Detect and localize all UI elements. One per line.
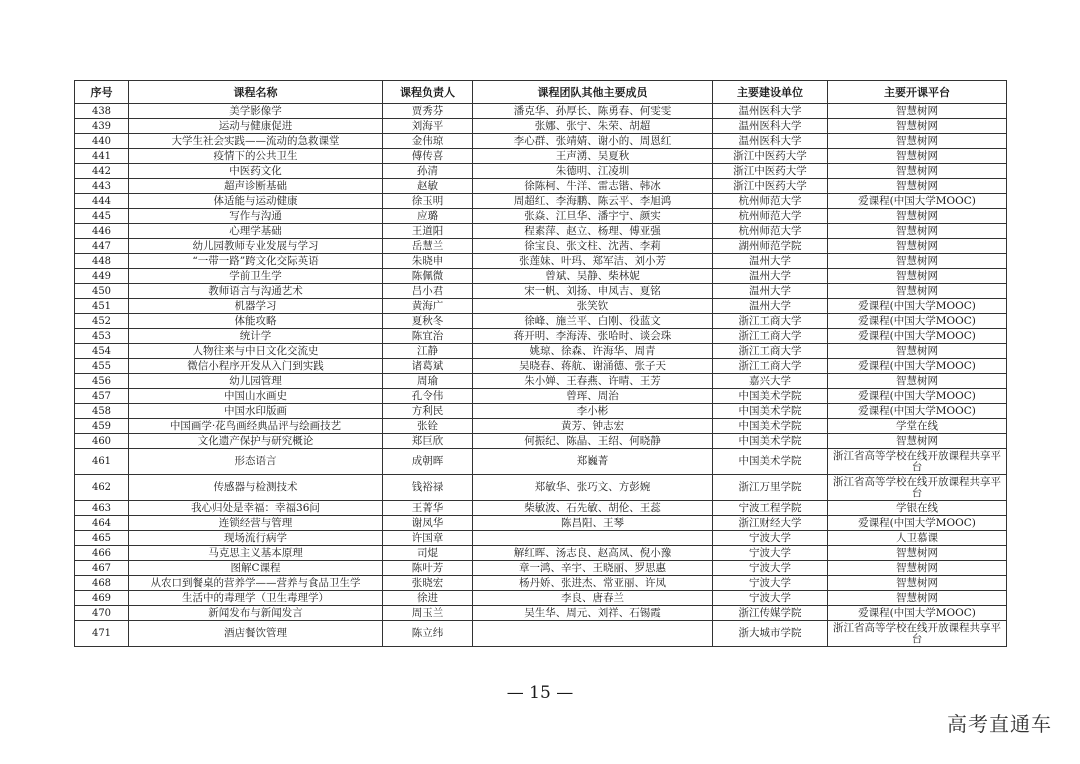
col-institution-cell: 宁波大学 (713, 561, 828, 576)
col-institution-cell: 中国美术学院 (713, 434, 828, 449)
col-team-members-cell: 张莲妹、叶玛、郑军洁、刘小芳 (473, 254, 713, 269)
header-col-institution: 主要建设单位 (713, 81, 828, 104)
col-course-name-cell: 形态语言 (129, 449, 383, 475)
table-row (75, 179, 1007, 194)
course-table (74, 80, 1007, 647)
table-row (75, 501, 1007, 516)
col-course-name-cell: 微信小程序开发从入门到实践 (129, 359, 383, 374)
table-row (75, 576, 1007, 591)
col-course-name-cell: 疫情下的公共卫生 (129, 149, 383, 164)
col-institution-cell: 温州大学 (713, 269, 828, 284)
col-course-name-cell: 中国画学·花鸟画经典品评与绘画技艺 (129, 419, 383, 434)
col-lead-cell: 孙清 (383, 164, 473, 179)
col-lead-cell: 吕小君 (383, 284, 473, 299)
col-team-members-cell: 李心群、张靖婧、谢小的、周恩红 (473, 134, 713, 149)
col-team-members-cell: 何振纪、陈晶、王绍、何晓静 (473, 434, 713, 449)
col-lead-cell: 夏秋冬 (383, 314, 473, 329)
col-platform-cell: 智慧树网 (828, 179, 1007, 194)
col-course-name-cell: 现场流行病学 (129, 531, 383, 546)
col-team-members-cell: 曾珲、周治 (473, 389, 713, 404)
col-platform-cell: 学银在线 (828, 501, 1007, 516)
col-team-members-cell: 吴生华、周元、刘祥、石锡霞 (473, 606, 713, 621)
col-platform-cell: 智慧树网 (828, 164, 1007, 179)
col-team-members-cell: 陈昌阳、王琴 (473, 516, 713, 531)
col-institution-cell: 中国美术学院 (713, 449, 828, 475)
col-platform-cell: 智慧树网 (828, 119, 1007, 134)
col-institution-cell: 宁波大学 (713, 546, 828, 561)
table-row (75, 359, 1007, 374)
table-row (75, 516, 1007, 531)
col-lead-cell: 诸葛斌 (383, 359, 473, 374)
table-row (75, 284, 1007, 299)
col-platform-cell: 爱课程(中国大学MOOC) (828, 389, 1007, 404)
col-institution-cell: 浙江中医药大学 (713, 179, 828, 194)
col-platform-cell: 智慧树网 (828, 239, 1007, 254)
col-institution-cell: 浙大城市学院 (713, 621, 828, 647)
col-lead-cell: 陈叶芳 (383, 561, 473, 576)
table-row (75, 531, 1007, 546)
col-platform-cell: 智慧树网 (828, 284, 1007, 299)
col-institution-cell: 浙江工商大学 (713, 344, 828, 359)
col-platform-cell: 智慧树网 (828, 546, 1007, 561)
col-lead-cell: 朱晓申 (383, 254, 473, 269)
col-course-name-cell: 连锁经营与管理 (129, 516, 383, 531)
col-institution-cell: 温州大学 (713, 299, 828, 314)
col-platform-cell: 智慧树网 (828, 104, 1007, 119)
col-index-cell: 468 (75, 576, 129, 591)
col-institution-cell: 浙江万里学院 (713, 475, 828, 501)
table-row (75, 314, 1007, 329)
col-course-name-cell: 幼儿园教师专业发展与学习 (129, 239, 383, 254)
col-lead-cell: 周瑜 (383, 374, 473, 389)
col-lead-cell: 周玉兰 (383, 606, 473, 621)
col-team-members-cell: 宋一帆、刘扬、申凤吉、夏铭 (473, 284, 713, 299)
col-lead-cell: 徐玉明 (383, 194, 473, 209)
col-team-members-cell: 张娜、张宁、朱荣、胡超 (473, 119, 713, 134)
table-row (75, 209, 1007, 224)
col-team-members-cell: 朱德明、江凌圳 (473, 164, 713, 179)
col-team-members-cell: 蒋开明、李海涛、张哈时、谈会珠 (473, 329, 713, 344)
col-lead-cell: 张铨 (383, 419, 473, 434)
col-index-cell: 463 (75, 501, 129, 516)
col-lead-cell: 陈宜治 (383, 329, 473, 344)
col-course-name-cell: 幼儿园管理 (129, 374, 383, 389)
col-team-members-cell: 郑巍菁 (473, 449, 713, 475)
col-team-members-cell: 李良、唐春兰 (473, 591, 713, 606)
col-platform-cell: 人卫慕课 (828, 531, 1007, 546)
col-course-name-cell: 文化遗产保护与研究概论 (129, 434, 383, 449)
col-lead-cell: 郑巨欣 (383, 434, 473, 449)
col-platform-cell: 智慧树网 (828, 254, 1007, 269)
col-index-cell: 453 (75, 329, 129, 344)
table-row (75, 434, 1007, 449)
col-index-cell: 441 (75, 149, 129, 164)
col-institution-cell: 浙江工商大学 (713, 329, 828, 344)
col-course-name-cell: 大学生社会实践——流动的急救课堂 (129, 134, 383, 149)
col-platform-cell: 智慧树网 (828, 269, 1007, 284)
col-course-name-cell: 体适能与运动健康 (129, 194, 383, 209)
col-institution-cell: 宁波大学 (713, 576, 828, 591)
col-lead-cell: 贾秀芬 (383, 104, 473, 119)
col-team-members-cell: 章一鸿、辛宇、王晓丽、罗思惠 (473, 561, 713, 576)
table-row (75, 374, 1007, 389)
col-institution-cell: 浙江财经大学 (713, 516, 828, 531)
col-course-name-cell: 中国山水画史 (129, 389, 383, 404)
col-index-cell: 442 (75, 164, 129, 179)
col-institution-cell: 浙江工商大学 (713, 314, 828, 329)
col-institution-cell: 宁波大学 (713, 591, 828, 606)
table-row (75, 546, 1007, 561)
col-team-members-cell: 张笑钦 (473, 299, 713, 314)
col-team-members-cell (473, 621, 713, 647)
col-institution-cell: 湖州师范学院 (713, 239, 828, 254)
col-platform-cell: 爱课程(中国大学MOOC) (828, 606, 1007, 621)
table-row (75, 404, 1007, 419)
col-index-cell: 452 (75, 314, 129, 329)
col-index-cell: 467 (75, 561, 129, 576)
col-lead-cell: 徐进 (383, 591, 473, 606)
table-row (75, 475, 1007, 501)
col-team-members-cell: 程素萍、赵立、杨理、傅亚强 (473, 224, 713, 239)
col-lead-cell: 谢凤华 (383, 516, 473, 531)
col-institution-cell: 浙江中医药大学 (713, 164, 828, 179)
col-team-members-cell (473, 531, 713, 546)
col-platform-cell: 浙江省高等学校在线开放课程共享平台 (828, 475, 1007, 501)
table-row (75, 269, 1007, 284)
col-index-cell: 469 (75, 591, 129, 606)
table-row (75, 419, 1007, 434)
col-course-name-cell: 生活中的毒理学（卫生毒理学） (129, 591, 383, 606)
col-course-name-cell: 人物往来与中日文化交流史 (129, 344, 383, 359)
col-platform-cell: 浙江省高等学校在线开放课程共享平台 (828, 449, 1007, 475)
col-lead-cell: 司焜 (383, 546, 473, 561)
col-index-cell: 456 (75, 374, 129, 389)
col-lead-cell: 赵敏 (383, 179, 473, 194)
col-team-members-cell: 解红晖、汤志良、赵高凤、倪小豫 (473, 546, 713, 561)
table-row (75, 344, 1007, 359)
col-index-cell: 449 (75, 269, 129, 284)
col-index-cell: 438 (75, 104, 129, 119)
col-team-members-cell: 潘克华、孙厚长、陈勇春、何雯雯 (473, 104, 713, 119)
col-index-cell: 459 (75, 419, 129, 434)
col-course-name-cell: 学前卫生学 (129, 269, 383, 284)
col-index-cell: 447 (75, 239, 129, 254)
watermark: 高考直通车 (947, 712, 1052, 736)
col-lead-cell: 刘海平 (383, 119, 473, 134)
col-lead-cell: 王道阳 (383, 224, 473, 239)
col-lead-cell: 成朝晖 (383, 449, 473, 475)
table-body (75, 104, 1007, 647)
col-platform-cell: 智慧树网 (828, 576, 1007, 591)
col-institution-cell: 温州大学 (713, 254, 828, 269)
col-team-members-cell: 张焱、江旦华、潘宇宁、颜实 (473, 209, 713, 224)
col-institution-cell: 杭州师范大学 (713, 194, 828, 209)
col-course-name-cell: 心理学基础 (129, 224, 383, 239)
col-team-members-cell: 李小彬 (473, 404, 713, 419)
col-lead-cell: 岳慧兰 (383, 239, 473, 254)
col-lead-cell: 钱裕禄 (383, 475, 473, 501)
col-course-name-cell: “一带一路”跨文化交际英语 (129, 254, 383, 269)
header-col-course-name: 课程名称 (129, 81, 383, 104)
col-lead-cell: 金伟琼 (383, 134, 473, 149)
table-row (75, 299, 1007, 314)
col-institution-cell: 温州医科大学 (713, 134, 828, 149)
col-course-name-cell: 传感器与检测技术 (129, 475, 383, 501)
col-team-members-cell: 周超红、李海鹏、陈云平、李旭鸿 (473, 194, 713, 209)
col-course-name-cell: 教师语言与沟通艺术 (129, 284, 383, 299)
col-course-name-cell: 从农口到餐桌的营养学——营养与食品卫生学 (129, 576, 383, 591)
col-platform-cell: 智慧树网 (828, 591, 1007, 606)
col-platform-cell: 智慧树网 (828, 561, 1007, 576)
col-institution-cell: 宁波工程学院 (713, 501, 828, 516)
table-row (75, 164, 1007, 179)
col-platform-cell: 智慧树网 (828, 344, 1007, 359)
col-index-cell: 464 (75, 516, 129, 531)
col-lead-cell: 江静 (383, 344, 473, 359)
col-team-members-cell: 黄芳、钟志宏 (473, 419, 713, 434)
col-platform-cell: 爱课程(中国大学MOOC) (828, 194, 1007, 209)
col-institution-cell: 杭州师范大学 (713, 224, 828, 239)
col-index-cell: 444 (75, 194, 129, 209)
col-institution-cell: 温州医科大学 (713, 104, 828, 119)
col-course-name-cell: 马克思主义基本原理 (129, 546, 383, 561)
col-index-cell: 448 (75, 254, 129, 269)
col-institution-cell: 浙江传媒学院 (713, 606, 828, 621)
col-course-name-cell: 写作与沟通 (129, 209, 383, 224)
col-institution-cell: 浙江工商大学 (713, 359, 828, 374)
table-row (75, 239, 1007, 254)
table-row (75, 449, 1007, 475)
col-lead-cell: 傅传喜 (383, 149, 473, 164)
col-team-members-cell: 王声湧、吴夏秋 (473, 149, 713, 164)
col-platform-cell: 浙江省高等学校在线开放课程共享平台 (828, 621, 1007, 647)
col-course-name-cell: 美学影像学 (129, 104, 383, 119)
col-index-cell: 461 (75, 449, 129, 475)
col-index-cell: 471 (75, 621, 129, 647)
col-index-cell: 440 (75, 134, 129, 149)
col-course-name-cell: 图解C课程 (129, 561, 383, 576)
col-institution-cell: 杭州师范大学 (713, 209, 828, 224)
col-platform-cell: 爱课程(中国大学MOOC) (828, 299, 1007, 314)
table-row (75, 329, 1007, 344)
col-team-members-cell: 柴敏波、石先敏、胡伦、王蕊 (473, 501, 713, 516)
col-platform-cell: 智慧树网 (828, 209, 1007, 224)
col-course-name-cell: 中医药文化 (129, 164, 383, 179)
col-index-cell: 454 (75, 344, 129, 359)
table-row (75, 224, 1007, 239)
col-institution-cell: 宁波大学 (713, 531, 828, 546)
col-team-members-cell: 郑敏华、张巧文、方彭婉 (473, 475, 713, 501)
header-col-platform: 主要开课平台 (828, 81, 1007, 104)
col-course-name-cell: 我心归处是幸福：幸福36问 (129, 501, 383, 516)
header-col-team-members: 课程团队其他主要成员 (473, 81, 713, 104)
col-index-cell: 466 (75, 546, 129, 561)
col-platform-cell: 智慧树网 (828, 149, 1007, 164)
col-team-members-cell: 姚琼、徐森、许海华、周青 (473, 344, 713, 359)
col-index-cell: 457 (75, 389, 129, 404)
col-lead-cell: 陈佩微 (383, 269, 473, 284)
col-lead-cell: 许国章 (383, 531, 473, 546)
col-platform-cell: 爱课程(中国大学MOOC) (828, 314, 1007, 329)
col-lead-cell: 张晓宏 (383, 576, 473, 591)
table-row (75, 119, 1007, 134)
col-lead-cell: 应璐 (383, 209, 473, 224)
table-row (75, 621, 1007, 647)
col-index-cell: 458 (75, 404, 129, 419)
col-lead-cell: 方利民 (383, 404, 473, 419)
col-platform-cell: 爱课程(中国大学MOOC) (828, 359, 1007, 374)
col-index-cell: 443 (75, 179, 129, 194)
col-course-name-cell: 体能攻略 (129, 314, 383, 329)
table-row (75, 389, 1007, 404)
table-row (75, 194, 1007, 209)
col-course-name-cell: 机器学习 (129, 299, 383, 314)
col-institution-cell: 中国美术学院 (713, 419, 828, 434)
col-institution-cell: 温州医科大学 (713, 119, 828, 134)
col-team-members-cell: 朱小婵、王春燕、许晴、王芳 (473, 374, 713, 389)
col-platform-cell: 智慧树网 (828, 134, 1007, 149)
col-index-cell: 455 (75, 359, 129, 374)
col-platform-cell: 爱课程(中国大学MOOC) (828, 516, 1007, 531)
col-institution-cell: 浙江中医药大学 (713, 149, 828, 164)
col-platform-cell: 智慧树网 (828, 374, 1007, 389)
col-index-cell: 470 (75, 606, 129, 621)
col-course-name-cell: 运动与健康促进 (129, 119, 383, 134)
header-col-index: 序号 (75, 81, 129, 104)
col-team-members-cell: 杨丹娇、张进杰、常亚丽、许凤 (473, 576, 713, 591)
col-team-members-cell: 曾斌、吴静、柴林妮 (473, 269, 713, 284)
col-course-name-cell: 新闻发布与新闻发言 (129, 606, 383, 621)
col-course-name-cell: 酒店餐饮管理 (129, 621, 383, 647)
table-row (75, 134, 1007, 149)
table-row (75, 149, 1007, 164)
col-institution-cell: 温州大学 (713, 284, 828, 299)
col-index-cell: 445 (75, 209, 129, 224)
col-lead-cell: 王菁华 (383, 501, 473, 516)
col-index-cell: 450 (75, 284, 129, 299)
col-team-members-cell: 徐宝良、张文柱、沈茜、李莉 (473, 239, 713, 254)
col-index-cell: 460 (75, 434, 129, 449)
col-platform-cell: 学堂在线 (828, 419, 1007, 434)
col-team-members-cell: 徐峰、施兰平、白刚、役蓝文 (473, 314, 713, 329)
table-row (75, 606, 1007, 621)
col-institution-cell: 嘉兴大学 (713, 374, 828, 389)
col-institution-cell: 中国美术学院 (713, 389, 828, 404)
col-lead-cell: 孔令伟 (383, 389, 473, 404)
col-index-cell: 462 (75, 475, 129, 501)
col-course-name-cell: 统计学 (129, 329, 383, 344)
col-platform-cell: 智慧树网 (828, 224, 1007, 239)
col-team-members-cell: 徐陈柯、牛洋、雷志锴、韩冰 (473, 179, 713, 194)
page-number: — 15 — (506, 683, 574, 703)
table-row (75, 254, 1007, 269)
col-lead-cell: 陈立纬 (383, 621, 473, 647)
col-index-cell: 451 (75, 299, 129, 314)
col-index-cell: 446 (75, 224, 129, 239)
col-course-name-cell: 中国水印版画 (129, 404, 383, 419)
col-course-name-cell: 超声诊断基础 (129, 179, 383, 194)
table-row (75, 561, 1007, 576)
table-row (75, 104, 1007, 119)
col-team-members-cell: 吴晓春、蒋航、谢涌德、张子天 (473, 359, 713, 374)
col-lead-cell: 黄海广 (383, 299, 473, 314)
col-platform-cell: 爱课程(中国大学MOOC) (828, 404, 1007, 419)
table-header (75, 81, 1007, 104)
col-institution-cell: 中国美术学院 (713, 404, 828, 419)
col-index-cell: 439 (75, 119, 129, 134)
col-index-cell: 465 (75, 531, 129, 546)
col-platform-cell: 爱课程(中国大学MOOC) (828, 329, 1007, 344)
col-platform-cell: 智慧树网 (828, 434, 1007, 449)
table-row (75, 591, 1007, 606)
header-col-lead: 课程负责人 (383, 81, 473, 104)
header-row (75, 81, 1007, 104)
